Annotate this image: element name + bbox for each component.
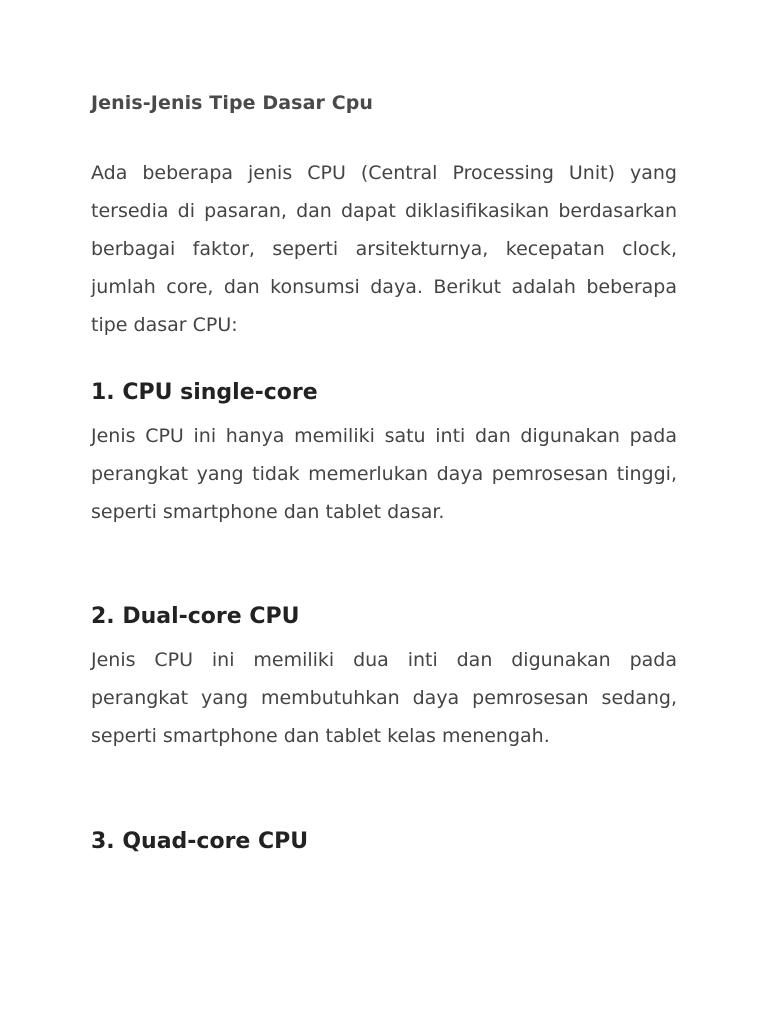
intro-paragraph: Ada beberapa jenis CPU (Central Processing Unit) yang tersedia di pasaran, dan dapat diklasifikasikan berdasarkan berbagai faktor, seperti arsitekturnya, kecepatan clock, jumlah core, dan konsumsi daya. Berikut adalah beberapa tipe dasar CPU: bbox=[91, 162, 677, 336]
section-body-single-core: Jenis CPU ini hanya memiliki satu inti dan digunakan pada perangkat yang tidak memerlukan daya pemrosesan tinggi, seperti smartphone dan tablet dasar. bbox=[91, 425, 677, 523]
section-body-dual-core: Jenis CPU ini memiliki dua inti dan digunakan pada perangkat yang membutuhkan daya pemrosesan sedang, seperti smartphone dan tablet kelas menengah. bbox=[91, 649, 677, 747]
section-heading-dual-core: 2. Dual-core CPU bbox=[91, 604, 300, 629]
document-title: Jenis-Jenis Tipe Dasar Cpu bbox=[91, 92, 374, 114]
section-heading-single-core: 1. CPU single-core bbox=[91, 380, 318, 405]
section-heading-quad-core: 3. Quad-core CPU bbox=[91, 829, 309, 854]
